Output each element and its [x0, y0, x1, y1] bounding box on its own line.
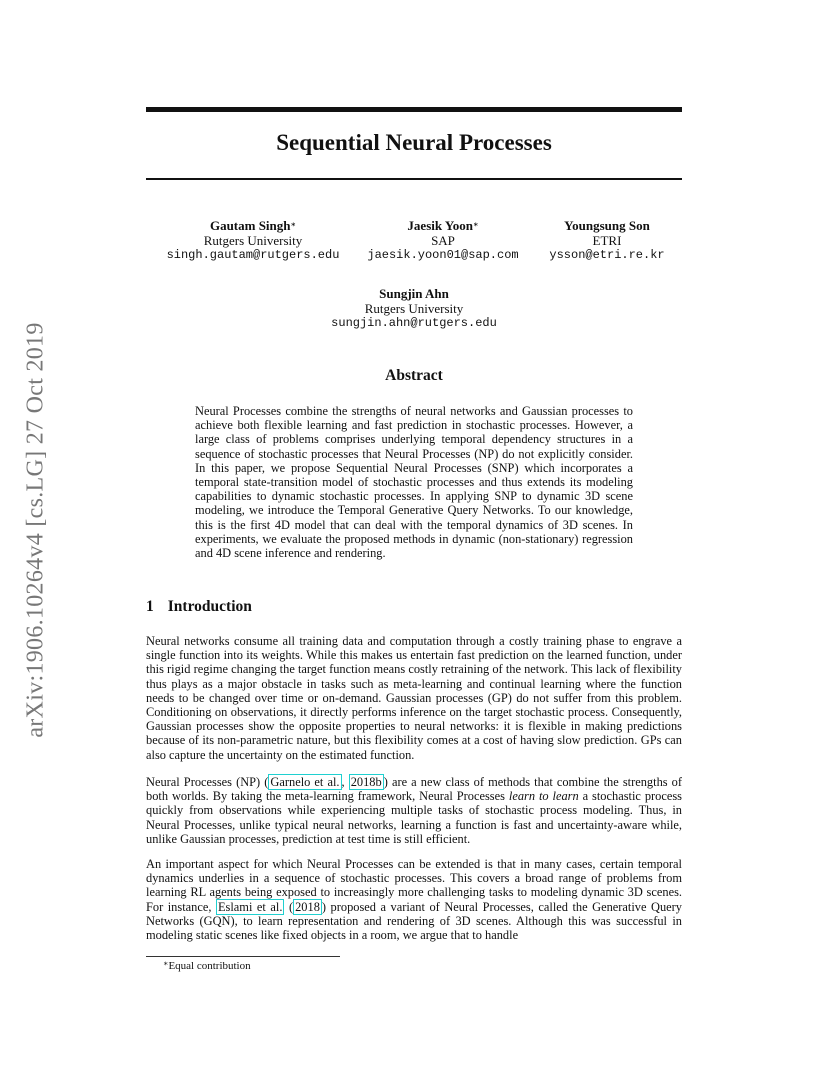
citation-link[interactable]: Eslami et al. ( 2018 ): [217, 899, 327, 914]
author-block-4: [314, 286, 514, 331]
arxiv-identifier: arXiv:1906.10264v4 [cs.LG] 27 Oct 2019: [22, 322, 49, 738]
author-email[interactable]: singh.gautam@rutgers.edu: [166, 248, 340, 262]
author-name: Sungjin Ahn: [379, 286, 449, 301]
footnote-rule: [146, 956, 340, 957]
author-email[interactable]: jaesik.yoon01@sap.com: [367, 248, 519, 262]
section-heading: [146, 598, 252, 616]
section-number: 1: [146, 598, 154, 615]
citation-link[interactable]: ( Garnelo et al. , 2018b ): [264, 775, 388, 789]
author-email[interactable]: sungjin.ahn@rutgers.edu: [331, 316, 497, 330]
footnote: ∗Equal contribution: [163, 959, 251, 972]
author-email[interactable]: ysson@etri.re.kr: [549, 248, 665, 262]
intro-paragraph-3: An important aspect for which Neural Processes can be extended is that in many cases, certain temporal dynamics underlies in a sequence of stochastic processes. This covers a broad range of problems from learning RL agents being exposed to increasingly more challenging tasks to modeling dynamic 3D scenes. For instance, Eslami et al. ( 2018 ) proposed a variant of Neural Processes, called the Generative Query Networks (GQN), to learn representation and rendering of 3D scenes. Although this was successful in modeling static scenes like fixed objects in a room, we argue that to handle: [146, 857, 683, 943]
author-affiliation: SAP: [431, 233, 455, 248]
author-affiliation: ETRI: [592, 233, 622, 248]
abstract-text: Neural Processes combine the strengths of neural networks and Gaussian processes to achieve both flexible learning and fast prediction in stochastic processes. However, a large class of problems comprises underlying temporal dependency structures in a sequence of stochastic processes that Neural Processes (NP) do not explicitly consider. In this paper, we propose Sequential Neural Processes (SNP) which incorporates a temporal state-transition model of stochastic processes and thus extends its modeling capabilities to dynamic stochastic processes. In applying SNP to dynamic 3D scene modeling, we introduce the Temporal Generative Query Networks. To our knowledge, this is the first 4D model that can deal with the temporal dynamics of 3D scenes. In experiments, we evaluate the proposed methods in dynamic (non-stationary) regression and 4D scene inference and rendering.: [195, 404, 633, 561]
section-title: Introduction: [167, 598, 252, 615]
author-block-2: [360, 218, 526, 263]
intro-paragraph-1: Neural networks consume all training data and computation through a costly training phase to engrave a single function into its weights. While this makes us entertain fast prediction on the learned function, under this rigid regime changing the target function means costly retraining of the network. This lack of flexibility thus plays as a major obstacle in tasks such as meta-learning and continual learning where the function needs to be changed over time or on-demand. Gaussian processes (GP) do not suffer from this problem. Conditioning on observations, it directly performs inference on the target stochastic process. Consequently, Gaussian processes show the opposite properties to neural networks: it is flexible in making predictions because of its non-parametric nature, but this flexibility comes at a cost of having slow prediction. GPs can also capture the uncertainty on the estimated function.: [146, 634, 682, 762]
abstract-heading: Abstract: [385, 367, 443, 384]
author-block-1: [166, 218, 340, 263]
author-name: Gautam Singh∗: [209, 218, 297, 233]
author-affiliation: Rutgers University: [364, 301, 464, 316]
author-affiliation: Rutgers University: [203, 233, 303, 248]
title-top-rule: [146, 107, 682, 112]
paper-title: Sequential Neural Processes: [276, 130, 552, 155]
author-block-3: [538, 218, 676, 263]
author-name: Youngsung Son: [564, 218, 650, 233]
title-bottom-rule: [146, 178, 682, 180]
arxiv-sidebar: [22, 300, 50, 760]
intro-paragraph-2: Neural Processes (NP) ( Garnelo et al. , 2018b ) are a new class of methods that combine the strengths of both worlds. By taking the meta-learning framework, Neural Processes learn to learn a stochastic process quickly from observations while experiencing multiple tasks of stochastic process modeling. Thus, in Neural Processes, unlike typical neural networks, learning a function is fast and uncertainty-aware while, unlike Gaussian processes, prediction at test time is still efficient.: [146, 775, 683, 846]
author-name: Jaesik Yoon∗: [407, 218, 479, 233]
